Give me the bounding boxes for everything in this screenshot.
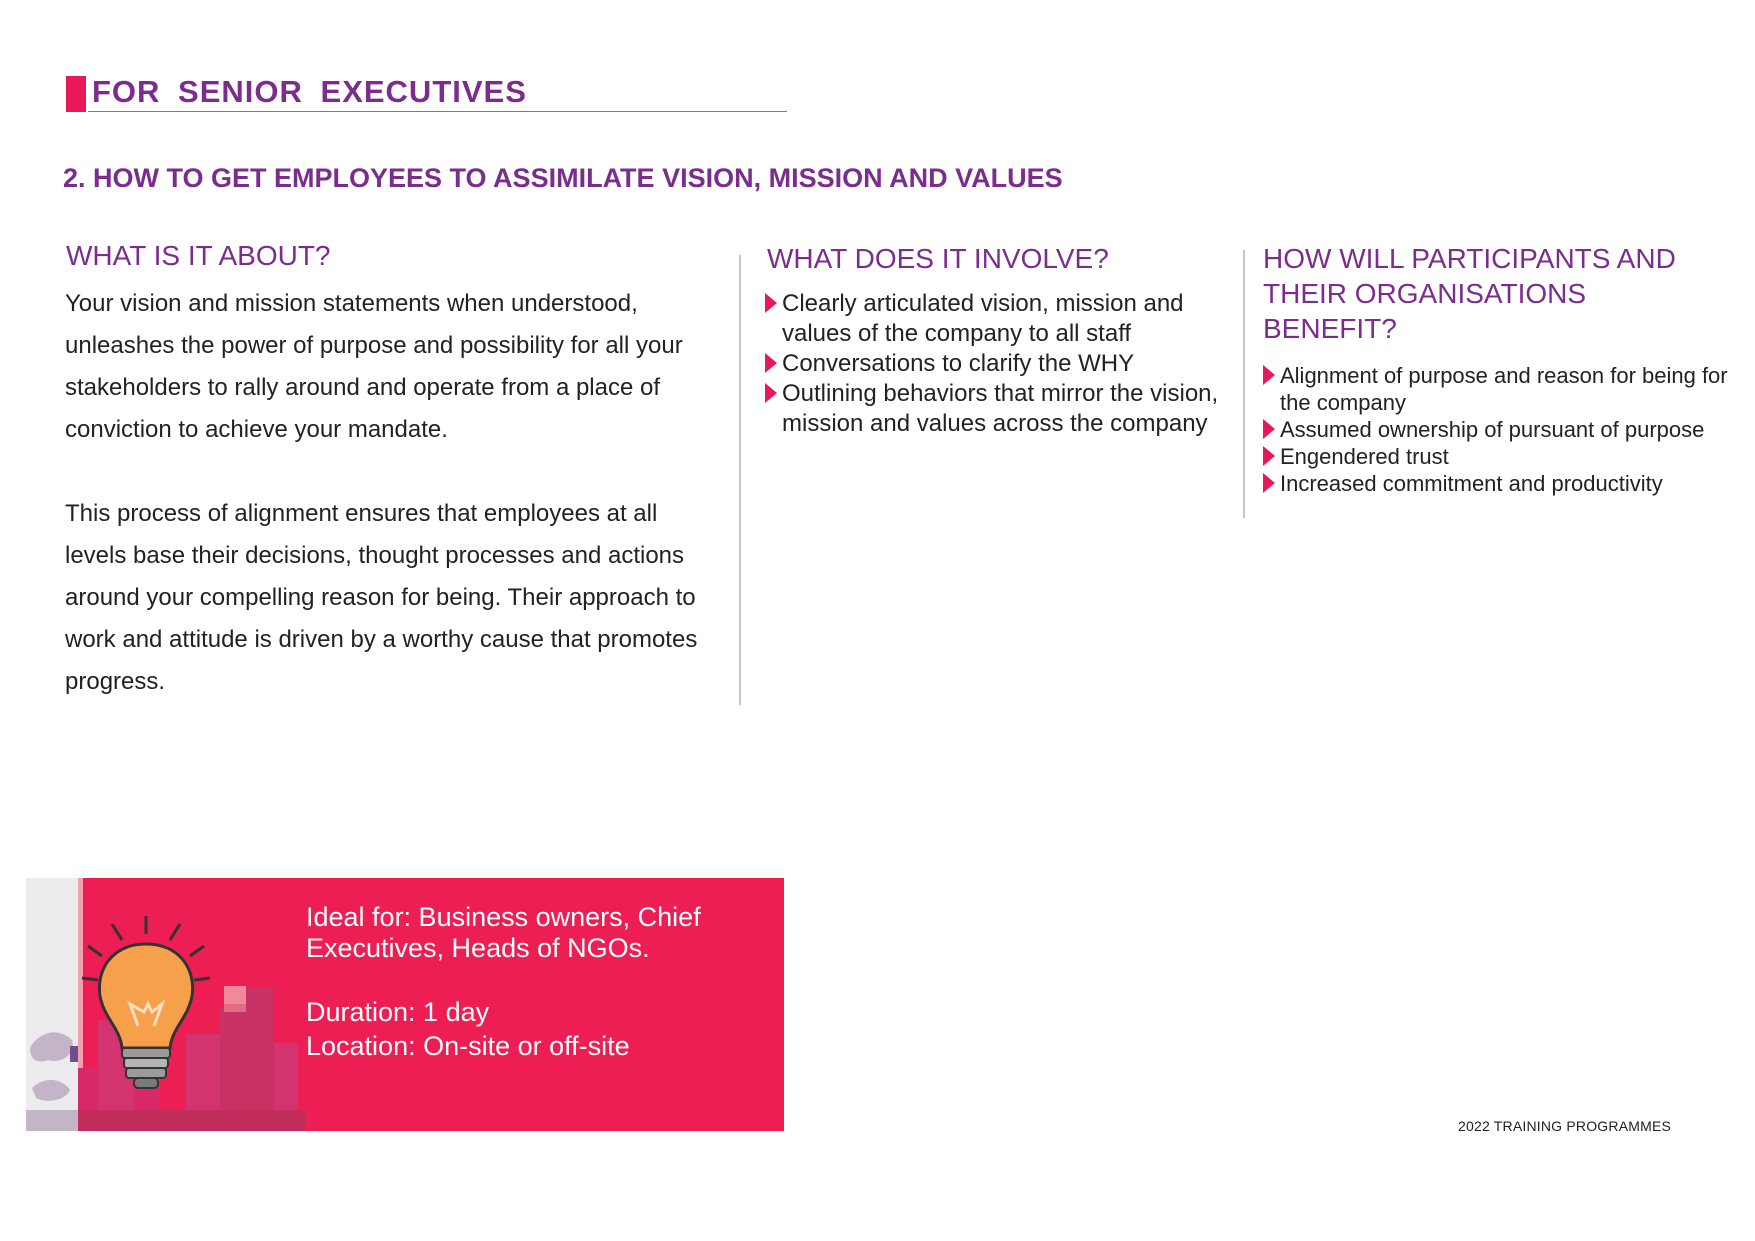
column-divider-2 <box>1243 250 1245 518</box>
bullet-arrow-icon <box>1263 446 1275 466</box>
about-paragraph-1: Your vision and mission statements when understood, unleashes the power of purpose and possibility for all your stakeholders to rally around and operate from a place of conviction to achieve your mandate. <box>65 290 683 443</box>
benefit-heading: HOW WILL PARTICIPANTS AND THEIR ORGANISATIONS BENEFIT? <box>1263 243 1676 344</box>
lightbulb-illustration-icon <box>26 878 306 1131</box>
ideal-for-text: Ideal for: Business owners, Chief Executives, Heads of NGOs. <box>306 902 701 963</box>
header-underline <box>88 111 787 112</box>
bullet-arrow-icon <box>1263 473 1275 493</box>
involve-list <box>765 289 1245 439</box>
header-accent-bar <box>66 76 86 112</box>
bullet-arrow-icon <box>765 293 777 313</box>
header-title: FOR SENIOR EXECUTIVES <box>92 74 527 109</box>
bullet-arrow-icon <box>1263 419 1275 439</box>
involve-item-text: Clearly articulated vision, mission and values of the company to all staff <box>782 290 1184 347</box>
about-body <box>65 283 725 745</box>
footer-label: 2022 TRAINING PROGRAMMES <box>1458 1118 1672 1134</box>
involve-heading: WHAT DOES IT INVOLVE? <box>767 243 1109 274</box>
involve-item <box>765 289 1245 349</box>
bullet-arrow-icon <box>765 383 777 403</box>
benefit-item <box>1263 443 1755 470</box>
duration-text: Duration: 1 day <box>306 997 490 1027</box>
programme-info-box <box>26 878 784 1131</box>
about-paragraph-2: This process of alignment ensures that employees at all levels base their decisions, thought processes and actions around your compelling reason for being. Their approach to work and attitude is driven by a worthy cause that promotes progress. <box>65 500 698 695</box>
benefit-item-text: Alignment of purpose and reason for being for the company <box>1280 363 1728 415</box>
benefit-item-text: Increased commitment and productivity <box>1280 471 1663 496</box>
about-heading: WHAT IS IT ABOUT? <box>66 240 331 271</box>
benefit-list <box>1263 362 1755 497</box>
section-header <box>66 74 787 114</box>
benefit-item <box>1263 362 1755 416</box>
programme-title: 2. HOW TO GET EMPLOYEES TO ASSIMILATE VISION, MISSION AND VALUES <box>63 163 1063 193</box>
benefit-item-text: Assumed ownership of pursuant of purpose <box>1280 417 1705 442</box>
benefit-item <box>1263 416 1755 443</box>
involve-item <box>765 349 1245 379</box>
benefit-item <box>1263 470 1755 497</box>
involve-item-text: Outlining behaviors that mirror the vision, mission and values across the company <box>782 380 1219 437</box>
column-divider-1 <box>739 255 741 705</box>
bullet-arrow-icon <box>1263 365 1275 385</box>
involve-item <box>765 379 1245 439</box>
involve-item-text: Conversations to clarify the WHY <box>782 350 1135 377</box>
benefit-item-text: Engendered trust <box>1280 444 1449 469</box>
info-text <box>306 902 776 1062</box>
bullet-arrow-icon <box>765 353 777 373</box>
location-text: Location: On-site or off-site <box>306 1031 630 1061</box>
